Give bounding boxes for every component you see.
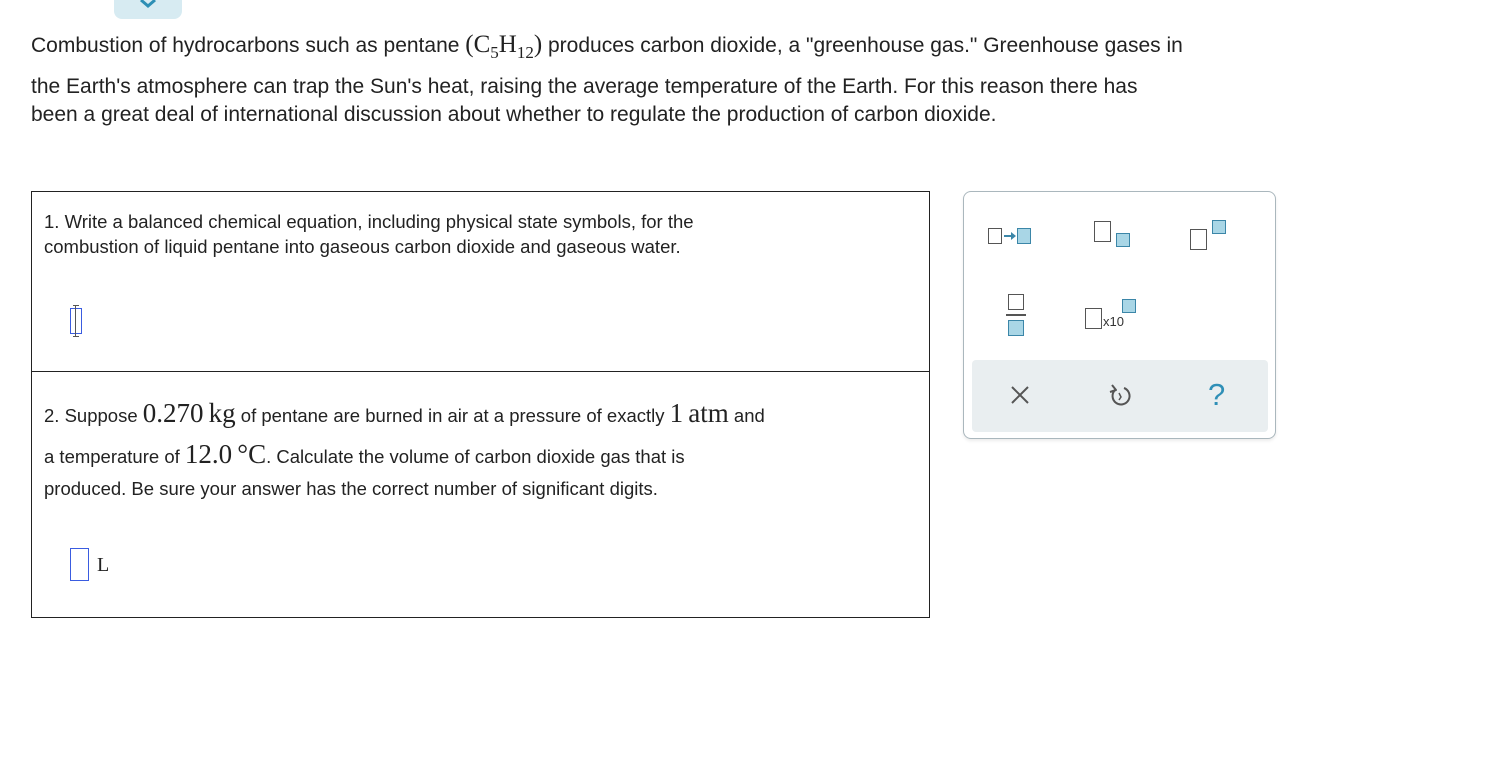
subscript-button[interactable] (1092, 218, 1138, 252)
questions-panel (31, 191, 930, 618)
undo-icon (1102, 377, 1138, 413)
superscript-button[interactable] (1188, 216, 1234, 252)
help-button[interactable] (1198, 377, 1234, 413)
answer-unit-label: L (97, 554, 110, 576)
problem-intro (31, 30, 1471, 129)
undo-button[interactable] (1102, 377, 1138, 413)
scientific-notation-button[interactable] (1082, 296, 1144, 336)
fraction-button[interactable] (1004, 294, 1028, 338)
reaction-arrow-button[interactable] (986, 226, 1032, 246)
math-palette (963, 191, 1276, 439)
help-icon: ? (1208, 377, 1226, 412)
equation-answer-input[interactable] (70, 308, 82, 334)
chevron-down-icon (140, 0, 156, 8)
x10-label: x10 (1103, 314, 1124, 329)
close-icon (1002, 377, 1038, 413)
question-1 (32, 192, 929, 372)
pentane-formula: $(C_5H_{12})$ (465, 31, 543, 62)
question-2-text: 2. Suppose 0.270 kg of pentane are burned in air at a pressure of exactly 1 atm and a temperature of 12.0 °C. Calculate the volume of carbon dioxide gas that is produced. Be sure your answer has the correct number of significant digits. (44, 398, 765, 499)
question-2 (32, 372, 929, 617)
palette-actions-bar (972, 360, 1268, 432)
intro-text: the Earth's atmosphere can trap the Sun's heat, raising the average temperature of the Earth. For this reason there has (31, 75, 1138, 98)
intro-text: produces carbon dioxide, a "greenhouse gas." Greenhouse gases in (542, 34, 1183, 57)
intro-text: Combustion of hydrocarbons such as pentane (31, 34, 466, 57)
clear-button[interactable] (1002, 377, 1038, 413)
question-1-text: 1. Write a balanced chemical equation, including physical state symbols, for the combustion of liquid pentane into gaseous carbon dioxide and gaseous water. (44, 211, 694, 257)
intro-text: been a great deal of international discussion about whether to regulate the production of carbon dioxide. (31, 103, 997, 126)
volume-answer-input[interactable] (70, 548, 89, 581)
collapse-tab[interactable] (114, 0, 182, 19)
